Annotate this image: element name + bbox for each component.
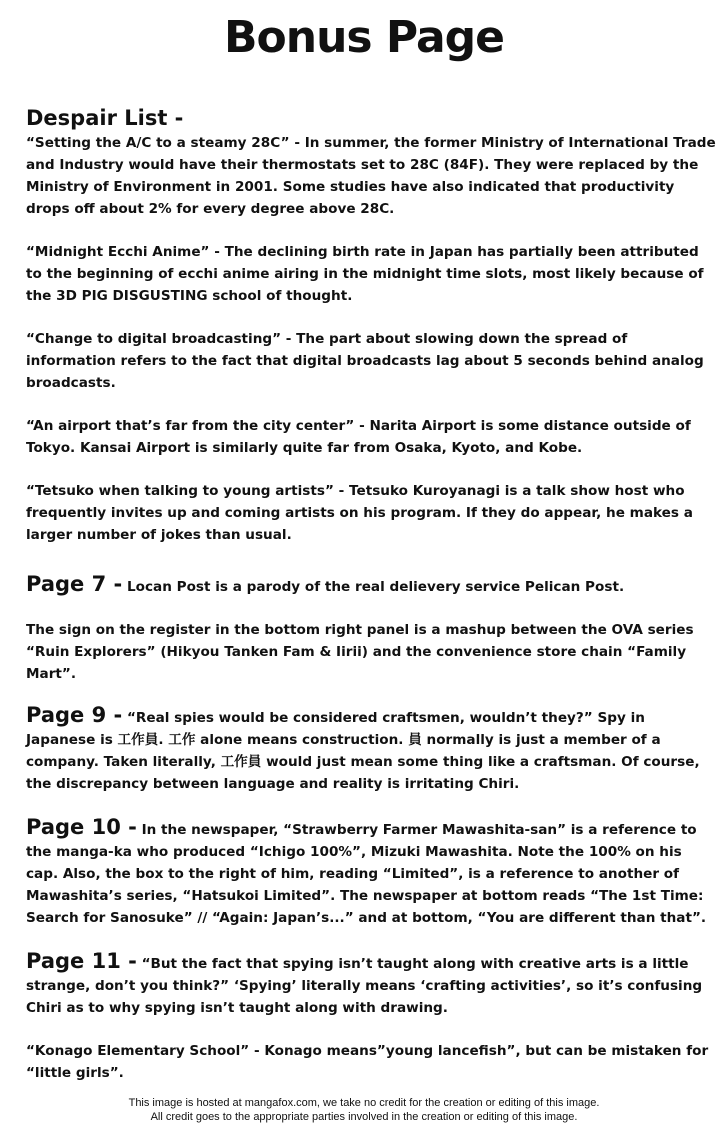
despair-item: “Tetsuko when talking to young artists” - Tetsuko Kuroyanagi is a talk show host who frequently invites up and coming artists on his program. If they do appear, he makes a larger number of jokes than usual. xyxy=(26,483,693,543)
page11-note xyxy=(26,947,716,1019)
page11-text: “But the fact that spying isn’t taught along with creative arts is a little strange, don’t you think?” ‘Spying’ literally means ‘crafting activities’, so it’s confusing Chiri as to why spying isn’t taught along with drawing. xyxy=(26,956,703,1016)
page11-label: Page 11 - xyxy=(26,949,137,973)
page9-text: “Real spies would be considered craftsmen, wouldn’t they?” Spy in Japanese is 工作員. 工作 alone means construction. 員 normally is just a member of a company. Taken literally, 工作員 would just mean some thing like a craftsman. Of course, the discrepancy between language and reality is irritating Chiri. xyxy=(26,710,700,792)
despair-item: “Midnight Ecchi Anime” - The declining birth rate in Japan has partially been attributed to the beginning of ecchi anime airing in the midnight time slots, most likely because of the 3D PIG DISGUSTING school of thought. xyxy=(26,244,704,304)
page9-label: Page 9 - xyxy=(26,703,123,727)
page7-label: Page 7 - xyxy=(26,572,123,596)
despair-list-heading: Despair List - xyxy=(26,106,184,130)
page7-note xyxy=(26,570,716,598)
despair-item: “Change to digital broadcasting” - The part about slowing down the spread of information refers to the fact that digital broadcasts lag about 5 seconds behind analog broadcasts. xyxy=(26,331,704,391)
notes-content xyxy=(26,104,716,1105)
page10-note xyxy=(26,813,716,929)
page9-note xyxy=(26,701,716,795)
footer-line: All credit goes to the appropriate parties involved in the creation or editing of this image. xyxy=(150,1111,578,1123)
page7-text: Locan Post is a parody of the real delievery service Pelican Post. xyxy=(126,579,625,595)
despair-item: “An airport that’s far from the city center” - Narita Airport is some distance outside of Tokyo. Kansai Airport is similarly quite far from Osaka, Kyoto, and Kobe. xyxy=(26,418,691,456)
page-title: Bonus Page xyxy=(223,12,505,63)
page10-label: Page 10 - xyxy=(26,815,137,839)
hosting-credit-footer xyxy=(0,1096,728,1124)
despair-item: “Setting the A/C to a steamy 28C” - In summer, the former Ministry of International Trade and Industry would have their thermostats set to 28C (84F). They were replaced by the Ministry of Environment in 2001. Some studies have also indicated that productivity drops off about 2% for every degree above 28C. xyxy=(26,135,716,217)
page7-extra: The sign on the register in the bottom right panel is a mashup between the OVA series “Ruin Explorers” (Hikyou Tanken Fam & Iirii) and the convenience store chain “Family Mart”. xyxy=(26,622,694,682)
footer-line: This image is hosted at mangafox.com, we take no credit for the creation or editing of this image. xyxy=(128,1097,600,1109)
page10-text: In the newspaper, “Strawberry Farmer Mawashita-san” is a reference to the manga-ka who produced “Ichigo 100%”, Mizuki Mawashita. Note the 100% on his cap. Also, the box to the right of him, reading “Limited”, is a reference to another of Mawashita’s series, “Hatsukoi Limited”. The newspaper at bottom reads “The 1st Time: Search for Sanosuke” // “Again: Japan’s...” and at bottom, “You are different than that”. xyxy=(26,822,707,926)
page11-extra: “Konago Elementary School” - Konago means”young lancefish”, but can be mistaken for “little girls”. xyxy=(26,1043,709,1081)
